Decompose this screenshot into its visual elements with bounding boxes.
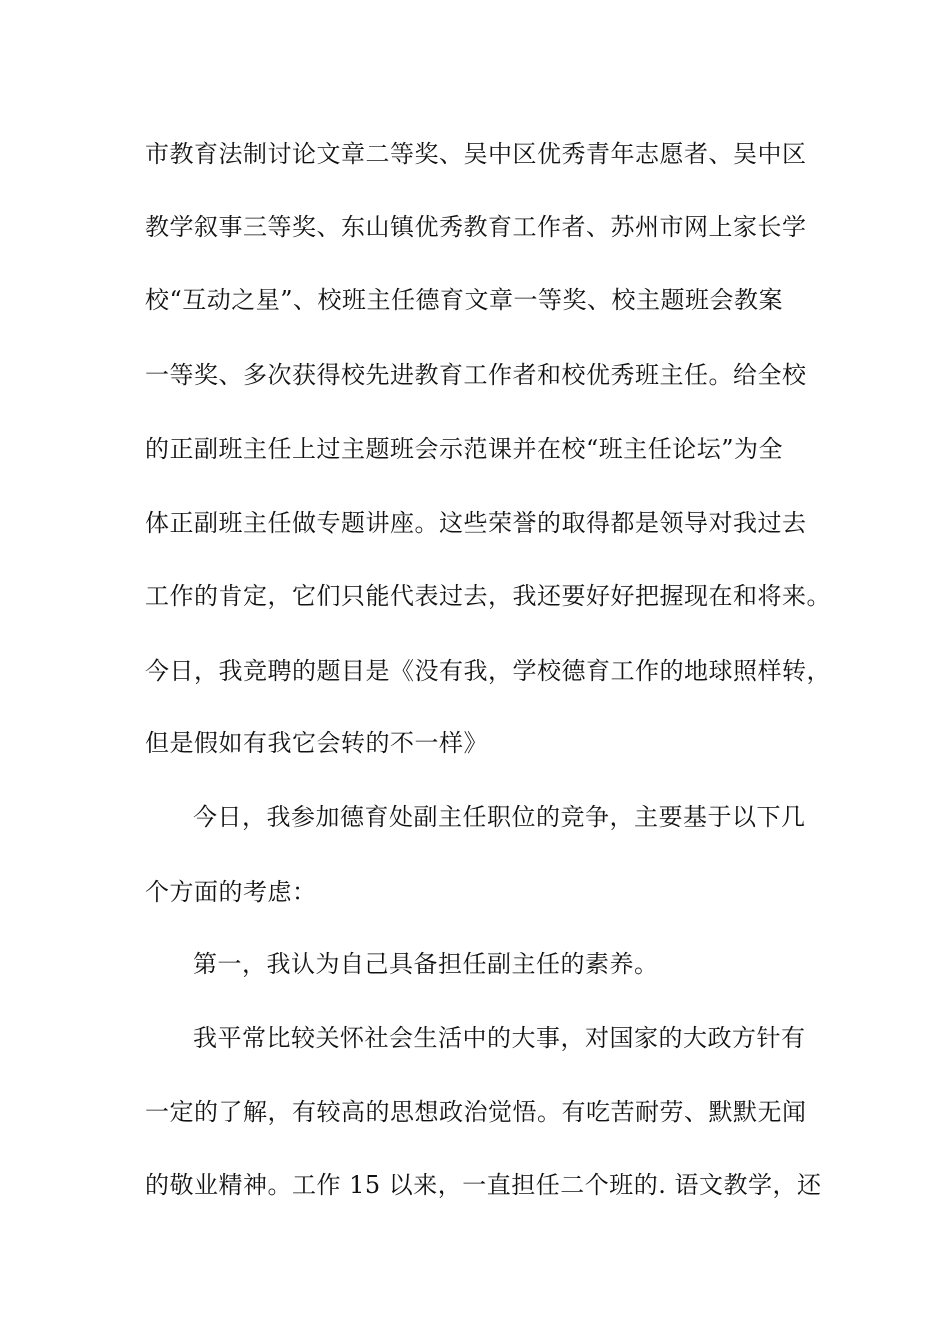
text-line: 今日，我竞聘的题目是《没有我，学校德育工作的地球照样转，	[145, 657, 831, 685]
text-line: 市教育法制讨论文章二等奖、吴中区优秀青年志愿者、吴中区	[145, 140, 807, 168]
text-line: 个方面的考虑：	[145, 878, 317, 906]
paragraph-first-line: 今日，我参加德育处副主任职位的竞争，主要基于以下几	[193, 803, 806, 831]
text-line: 的正副班主任上过主题班会示范课并在校“班主任论坛”为全	[145, 435, 784, 463]
text-line: 一定的了解，有较高的思想政治觉悟。有吃苦耐劳、默默无闻	[145, 1098, 807, 1126]
paragraph-first-line: 我平常比较关怀社会生活中的大事，对国家的大政方针有	[193, 1024, 806, 1052]
text-line: 但是假如有我它会转的不一样》	[145, 729, 488, 757]
text-line: 体正副班主任做专题讲座。这些荣誉的取得都是领导对我过去	[145, 509, 807, 537]
text-line: 校“互动之星”、校班主任德育文章一等奖、校主题班会教案	[145, 286, 784, 314]
text-line: 工作的肯定，它们只能代表过去，我还要好好把握现在和将来。	[145, 582, 831, 610]
text-line: 一等奖、多次获得校先进教育工作者和校优秀班主任。给全校	[145, 361, 807, 389]
text-line: 教学叙事三等奖、东山镇优秀教育工作者、苏州市网上家长学	[145, 213, 807, 241]
text-line: 的敬业精神。工作 15 以来，一直担任二个班的. 语文教学，还	[145, 1171, 822, 1199]
paragraph-first-line: 第一，我认为自己具备担任副主任的素养。	[193, 950, 659, 978]
